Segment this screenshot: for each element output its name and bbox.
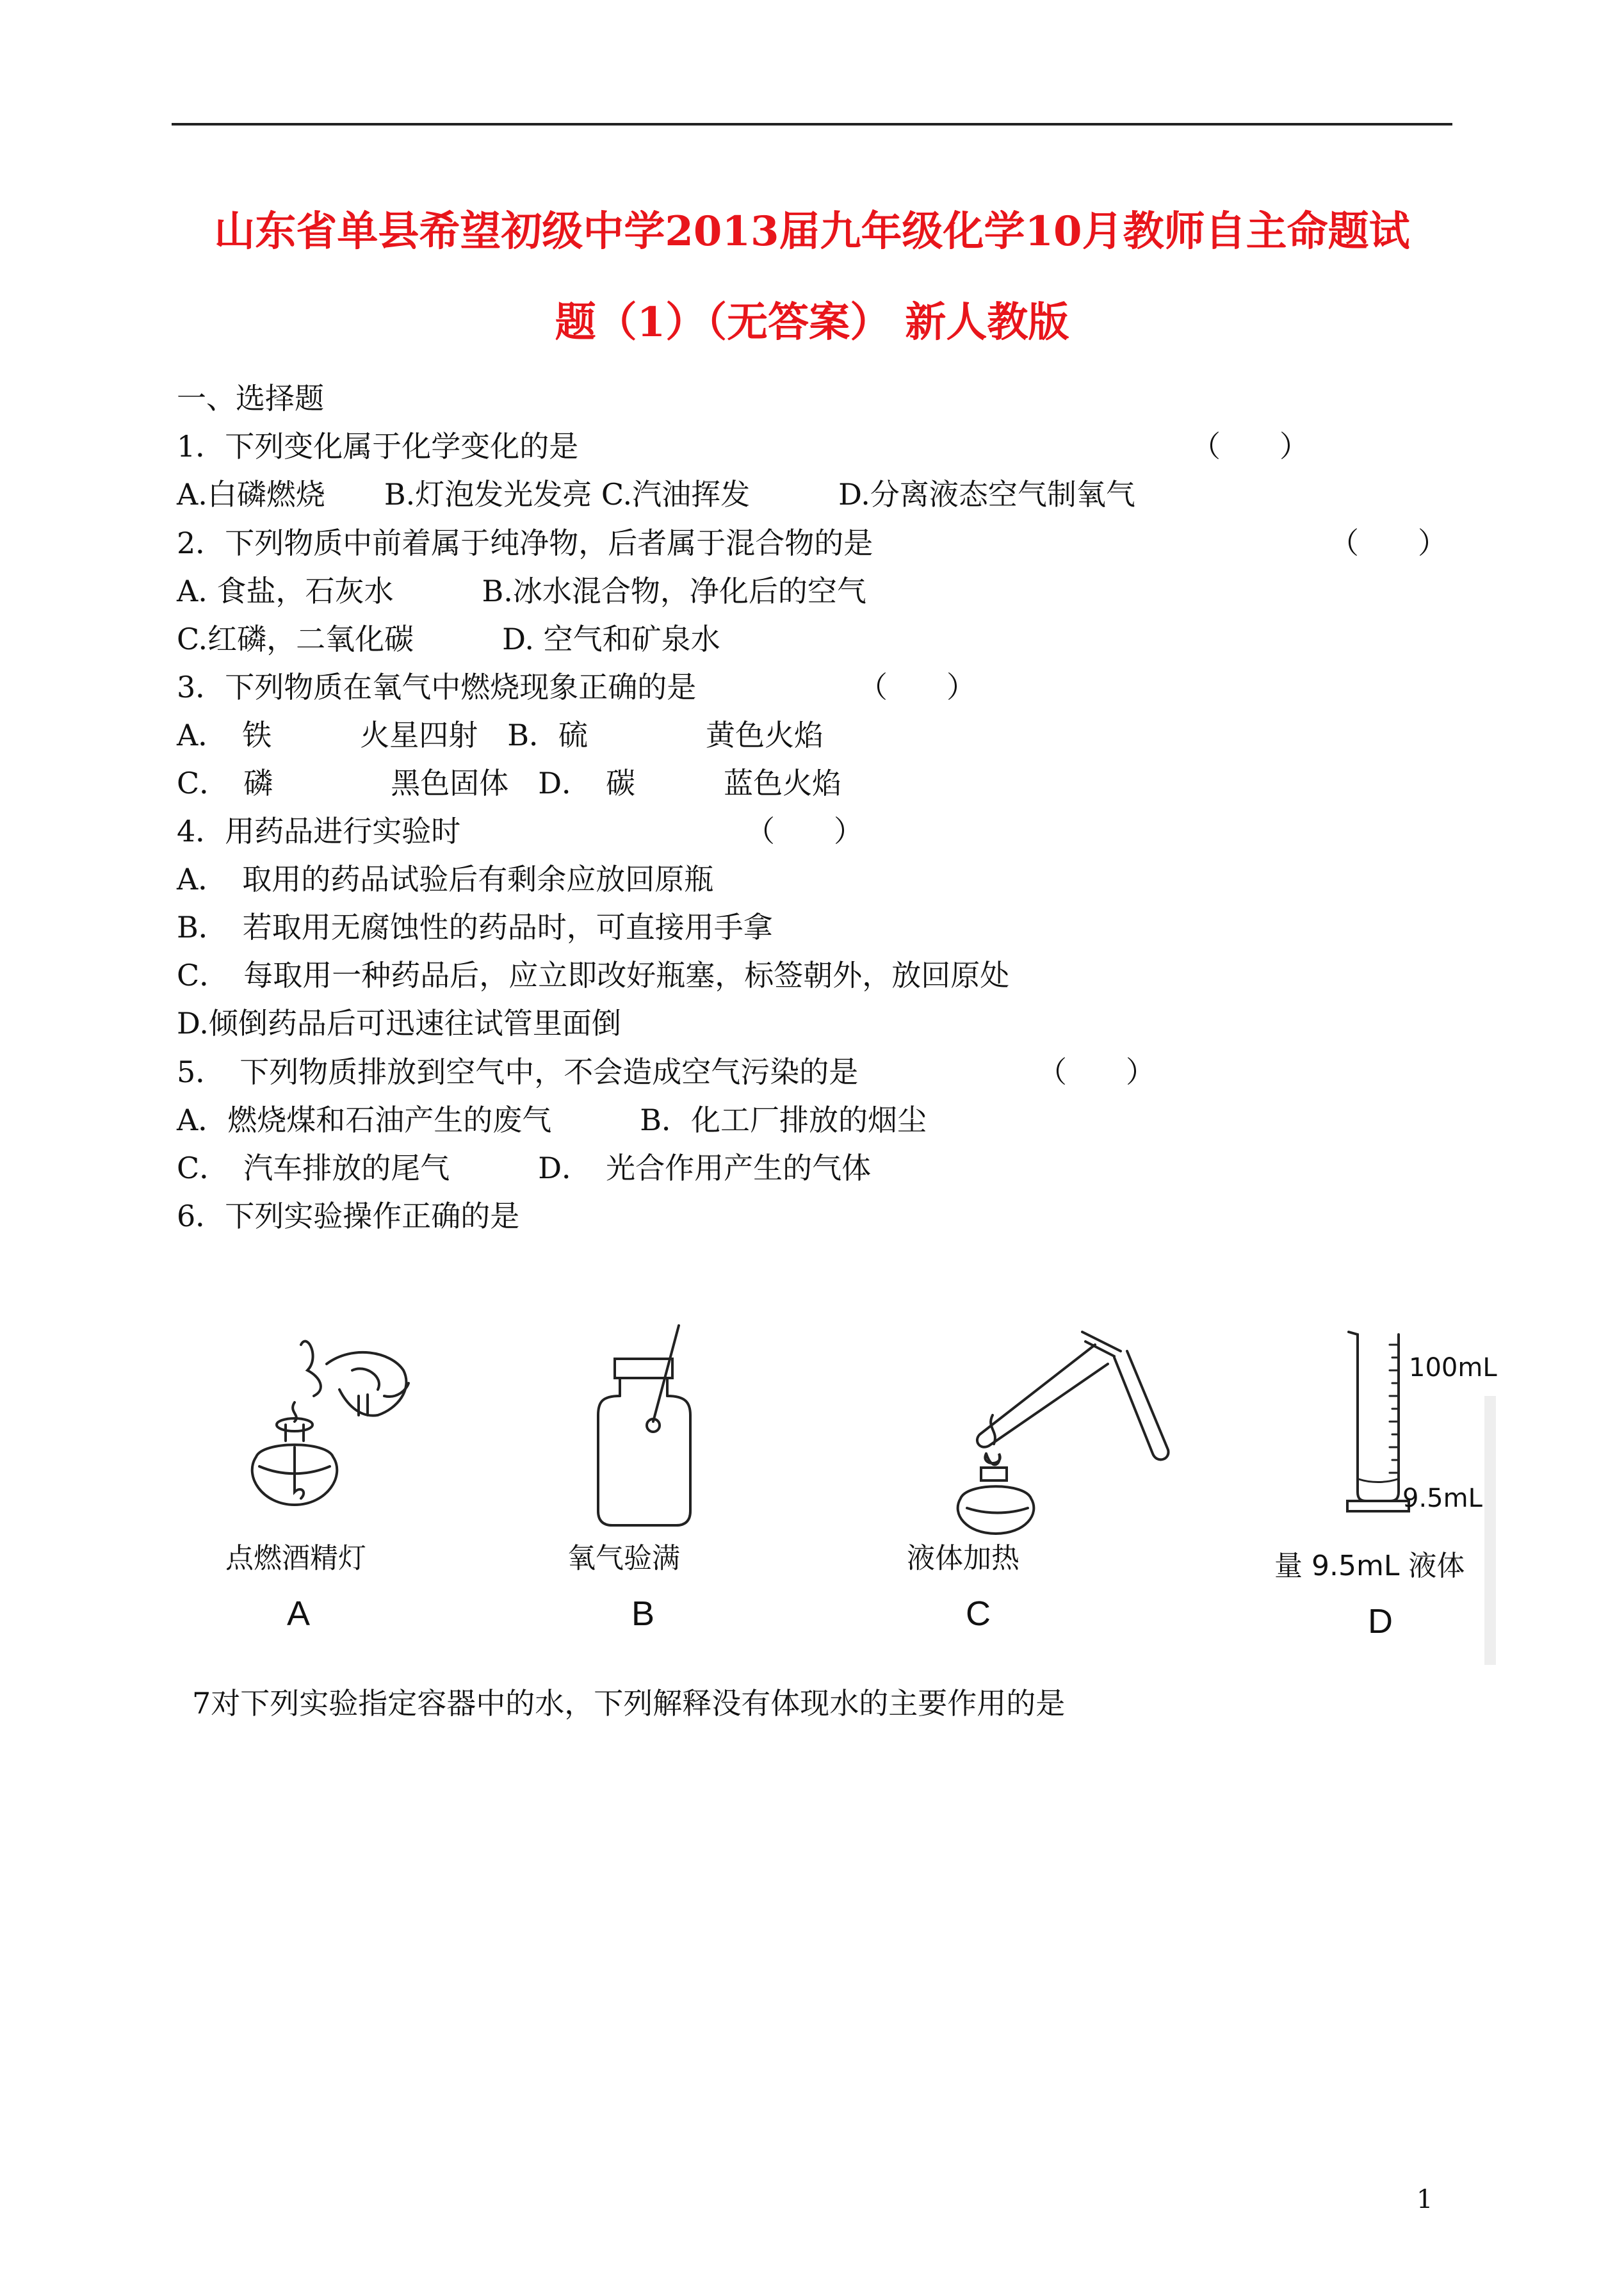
question-5-options-2: C． 汽车排放的尾气 D． 光合作用产生的气体 bbox=[177, 1151, 872, 1185]
question-1-answer-blank: （ ） bbox=[1191, 429, 1309, 464]
page-title-line-1: 山东省单县希望初级中学2013届九年级化学10月教师自主命题试 bbox=[214, 207, 1410, 255]
page-title-line-2: 题（1）（无答案） 新人教版 bbox=[555, 298, 1069, 346]
section-heading: 一、选择题 bbox=[177, 381, 324, 416]
question-2-stem: 2．下列物质中前着属于纯净物，后者属于混合物的是 bbox=[177, 526, 873, 560]
figure-b-letter: B bbox=[631, 1594, 655, 1633]
question-3-options-1: A． 铁 火星四射 B．硫 黄色火焰 bbox=[177, 718, 824, 752]
figure-d-letter: D bbox=[1368, 1602, 1393, 1641]
question-2-options-1: A. 食盐，石灰水 B.冰水混合物，净化后的空气 bbox=[177, 574, 866, 608]
question-4-option-d: D.倾倒药品后可迅速往试管里面倒 bbox=[177, 1006, 621, 1041]
question-4-option-b: B． 若取用无腐蚀性的药品时，可直接用手拿 bbox=[177, 910, 773, 945]
question-5-answer-blank: （ ） bbox=[1037, 1055, 1155, 1089]
question-3-answer-blank: （ ） bbox=[858, 670, 976, 704]
figure-d-caption: 量 9.5mL 液体 bbox=[1274, 1550, 1465, 1582]
question-6-stem: 6．下列实验操作正确的是 bbox=[177, 1199, 520, 1233]
question-4-option-a: A． 取用的药品试验后有剩余应放回原瓶 bbox=[177, 862, 714, 896]
question-5-stem: 5． 下列物质排放到空气中，不会造成空气污染的是 bbox=[177, 1055, 859, 1089]
question-5-options-1: A．燃烧煤和石油产生的废气 B．化工厂排放的烟尘 bbox=[177, 1103, 927, 1137]
figure-a-lighting-lamp-image bbox=[231, 1319, 448, 1550]
figure-a-letter: A bbox=[287, 1594, 311, 1633]
figure-b-caption: 氧气验满 bbox=[567, 1542, 680, 1575]
question-1-options: A.白磷燃烧 B.灯泡发光发亮 C.汽油挥发 D.分离液态空气制氧气 bbox=[177, 477, 1135, 512]
figure-c-letter: C bbox=[966, 1594, 991, 1633]
question-7-stem: 7对下列实验指定容器中的水，下列解释没有体现水的主要作用的是 bbox=[192, 1686, 1066, 1721]
figure-b-oxygen-test-image bbox=[589, 1319, 717, 1550]
figure-c-heating-liquid-image bbox=[922, 1319, 1178, 1550]
question-3-options-2: C． 磷 黑色固体 D． 碳 蓝色火焰 bbox=[177, 766, 842, 800]
header-rule bbox=[172, 123, 1452, 126]
figure-d-mark-100ml: 100mL bbox=[1409, 1353, 1497, 1383]
figure-d-mark-9-5ml: 9.5mL bbox=[1402, 1484, 1482, 1513]
figure-c-caption: 液体加热 bbox=[907, 1542, 1019, 1575]
question-1-stem: 1．下列变化属于化学变化的是 bbox=[177, 429, 579, 464]
question-4-stem: 4．用药品进行实验时 bbox=[177, 814, 461, 848]
figure-a-caption: 点燃酒精灯 bbox=[225, 1542, 366, 1575]
page-number: 1 bbox=[1417, 2185, 1433, 2214]
scan-edge-shadow bbox=[1484, 1396, 1496, 1665]
question-2-options-2: C.红磷，二氧化碳 D. 空气和矿泉水 bbox=[177, 622, 720, 656]
question-4-answer-blank: （ ） bbox=[745, 814, 863, 848]
question-4-option-c: C． 每取用一种药品后，应立即改好瓶塞，标签朝外，放回原处 bbox=[177, 958, 1010, 993]
question-2-answer-blank: （ ） bbox=[1329, 526, 1447, 560]
question-3-stem: 3．下列物质在氧气中燃烧现象正确的是 bbox=[177, 670, 697, 704]
